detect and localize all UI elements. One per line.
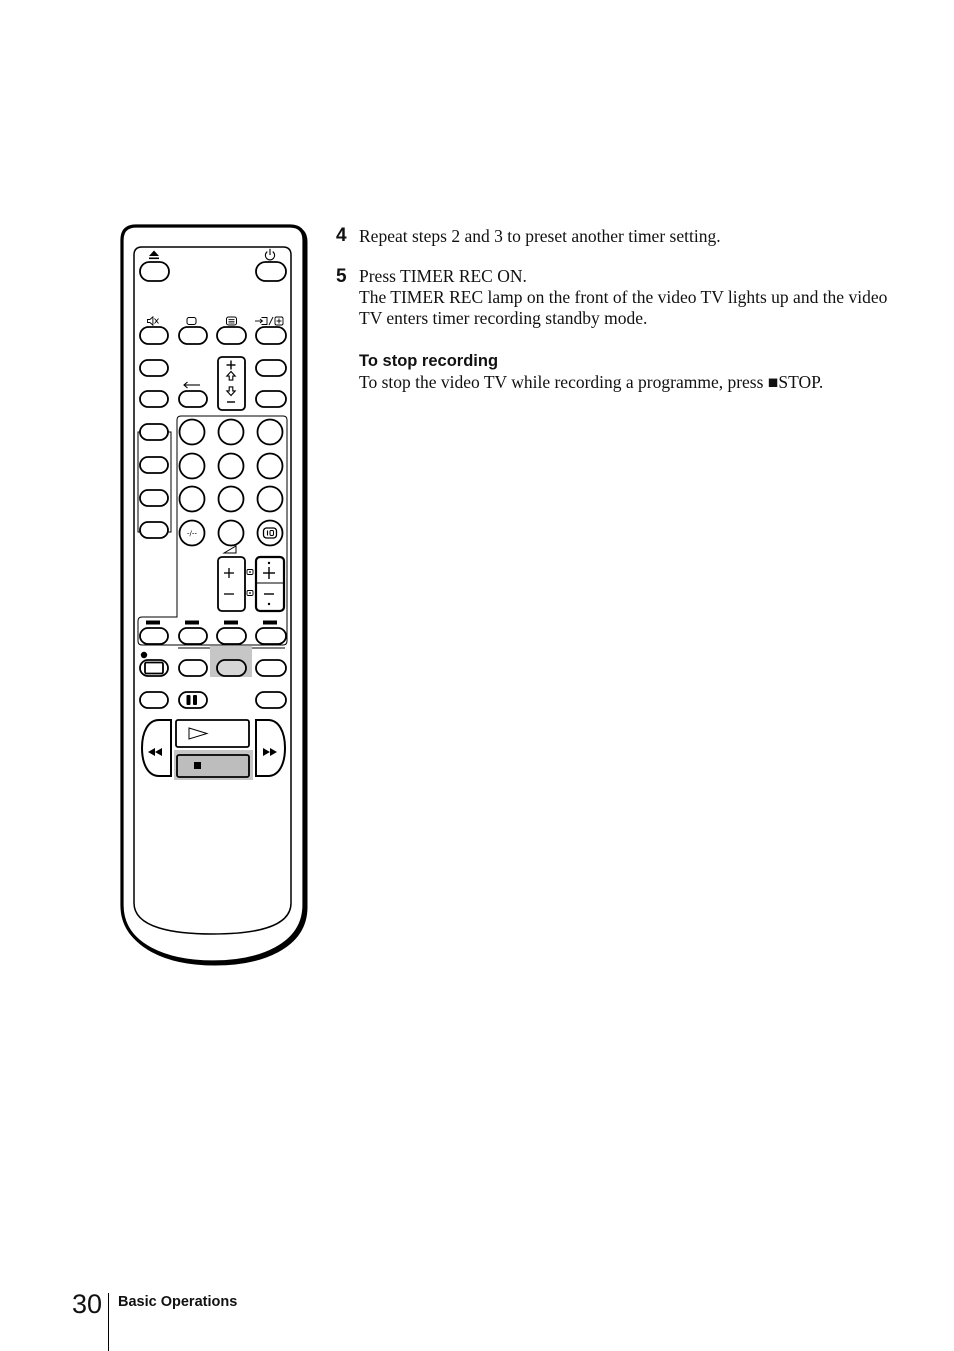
footer-divider bbox=[108, 1293, 109, 1351]
section-title: Basic Operations bbox=[118, 1294, 238, 1310]
number-key-0 bbox=[219, 521, 244, 546]
number-key-1 bbox=[180, 420, 205, 445]
input-select-button bbox=[256, 327, 286, 344]
play-button bbox=[176, 720, 249, 747]
fast-forward-button bbox=[256, 720, 285, 776]
color-key-marker-1 bbox=[146, 621, 160, 625]
number-key-2 bbox=[219, 420, 244, 445]
display-button bbox=[179, 327, 207, 344]
color-key-4 bbox=[256, 628, 286, 644]
eject-button bbox=[140, 262, 169, 281]
color-key-marker-4 bbox=[263, 621, 277, 625]
color-key-marker-2 bbox=[185, 621, 199, 625]
note-text: To stop the video TV while recording a programme, press ■STOP. bbox=[359, 372, 824, 392]
stop-button bbox=[177, 755, 249, 777]
teletext-button bbox=[217, 327, 246, 344]
row6-button-4 bbox=[256, 692, 286, 708]
row5-button-2 bbox=[179, 660, 207, 676]
number-key-5 bbox=[219, 454, 244, 479]
note-heading: To stop recording bbox=[359, 352, 499, 370]
left-group-button-3 bbox=[140, 490, 168, 506]
volume-rocker bbox=[218, 557, 245, 611]
color-key-3 bbox=[217, 628, 246, 644]
step-number: 5 bbox=[336, 266, 347, 287]
power-button bbox=[256, 262, 286, 281]
row6-button-1 bbox=[140, 692, 168, 708]
right-button-row3 bbox=[256, 360, 286, 376]
number-key-8 bbox=[219, 487, 244, 512]
rewind-button bbox=[142, 720, 171, 776]
mute-button bbox=[140, 327, 168, 344]
step-number: 4 bbox=[336, 225, 347, 246]
record-dot-icon bbox=[141, 652, 147, 658]
color-key-1 bbox=[140, 628, 168, 644]
step-text: TV enters timer recording standby mode. bbox=[359, 308, 648, 328]
step-text: Press TIMER REC ON. bbox=[359, 266, 527, 286]
color-key-2 bbox=[179, 628, 207, 644]
step-text: The TIMER REC lamp on the front of the video TV lights up and the video bbox=[359, 287, 888, 307]
double-digit-key-label: -/-- bbox=[187, 529, 197, 538]
remote-commander-illustration bbox=[115, 218, 311, 970]
stop-icon bbox=[194, 762, 201, 769]
left-group-button-2 bbox=[140, 457, 168, 473]
row5-button-4 bbox=[256, 660, 286, 676]
timer-rec-on-button bbox=[217, 660, 246, 676]
step-text: Repeat steps 2 and 3 to preset another timer setting. bbox=[359, 226, 721, 246]
page-number: 30 bbox=[72, 1289, 103, 1319]
number-key-7 bbox=[180, 487, 205, 512]
left-button-row3 bbox=[140, 360, 168, 376]
channel-rocker bbox=[256, 557, 284, 611]
color-key-marker-3 bbox=[224, 621, 238, 625]
left-button-row4 bbox=[140, 391, 168, 407]
program-rocker bbox=[218, 357, 245, 410]
left-group-button-1 bbox=[140, 424, 168, 440]
number-key-9 bbox=[258, 487, 283, 512]
number-key-3 bbox=[258, 420, 283, 445]
number-key-4 bbox=[180, 454, 205, 479]
record-button bbox=[140, 660, 168, 676]
left-group-button-4 bbox=[140, 522, 168, 538]
back-button bbox=[179, 391, 207, 407]
number-key-6 bbox=[258, 454, 283, 479]
right-button-row4 bbox=[256, 391, 286, 407]
